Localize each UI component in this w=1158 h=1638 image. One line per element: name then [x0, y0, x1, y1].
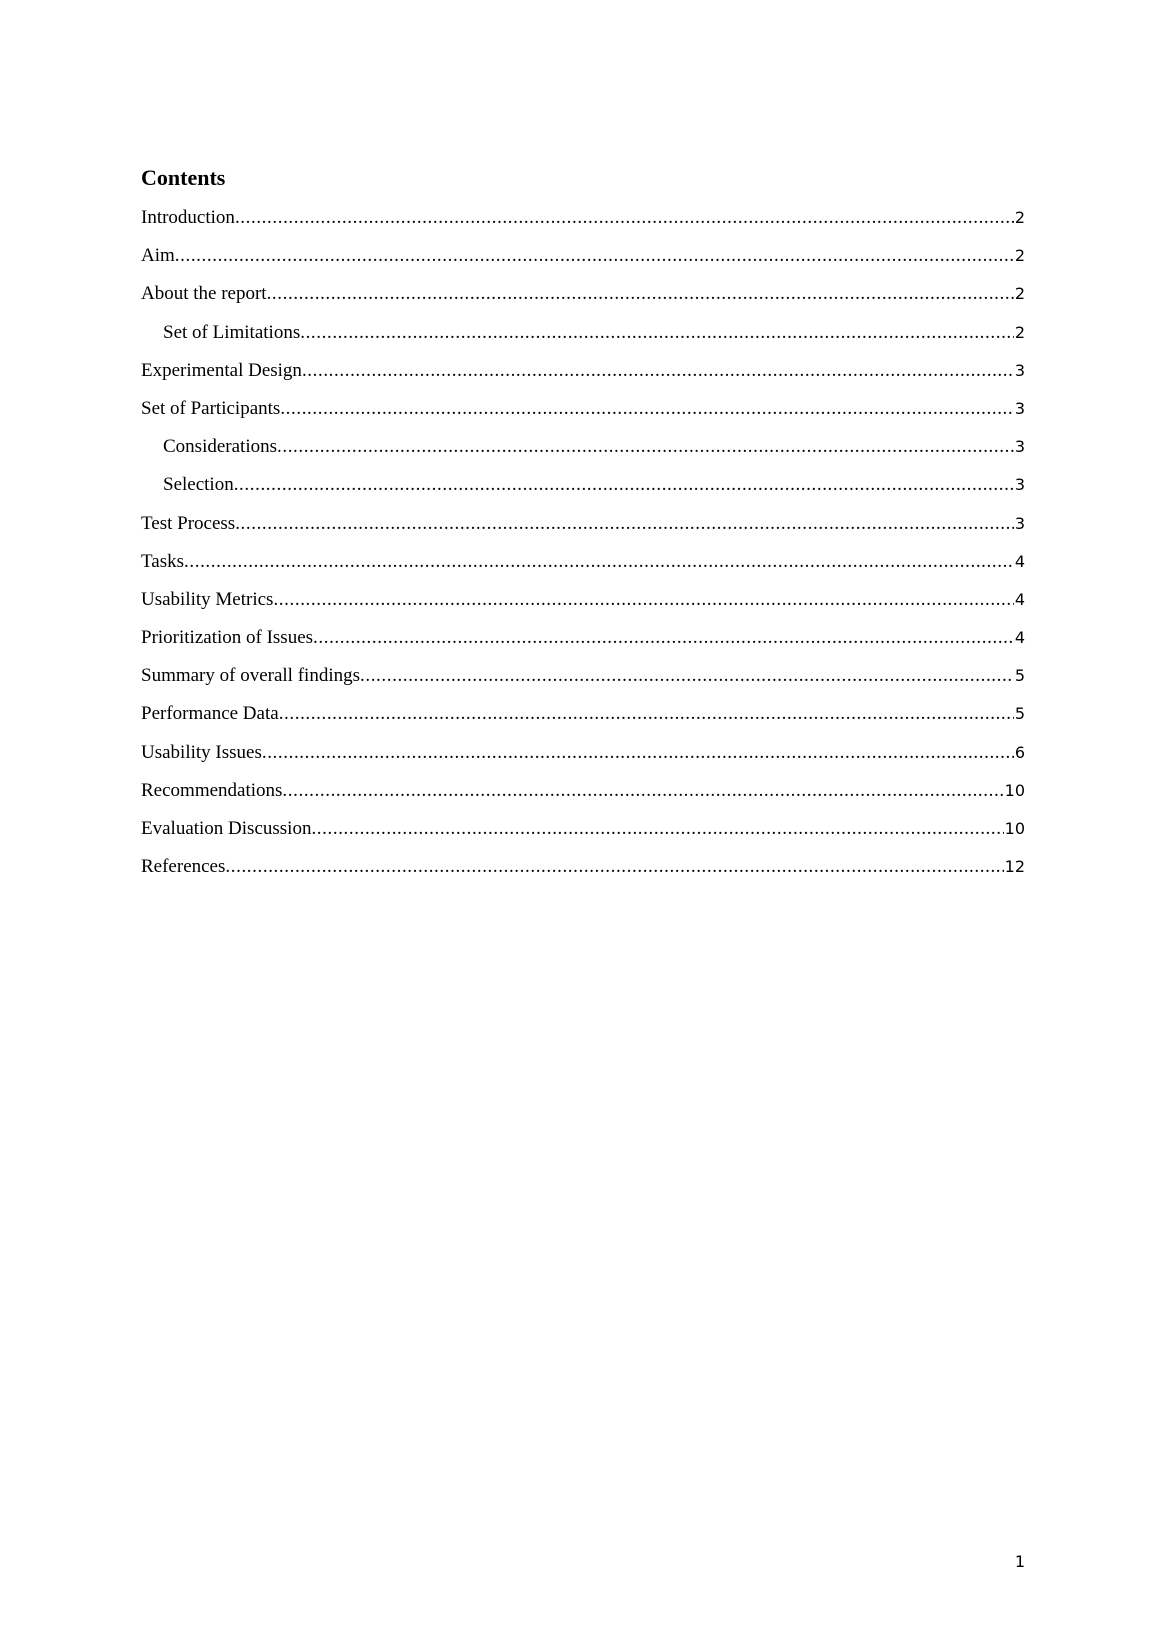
toc-dot-leader: [282, 776, 1003, 806]
toc-dot-leader: [175, 241, 1014, 271]
toc-dot-leader: [184, 547, 1014, 577]
toc-title: Contents: [141, 165, 226, 190]
toc-entry-label: Experimental Design: [141, 359, 302, 381]
toc-entry-label: Tasks: [141, 550, 185, 572]
toc-entry-label: References: [141, 856, 226, 878]
toc-dot-leader: [273, 585, 1013, 615]
toc-entry-label: Recommendations: [141, 779, 283, 801]
toc-entry-page-number: 4: [1014, 589, 1025, 609]
toc-entry-page-number: 2: [1014, 322, 1025, 342]
toc-entry-label: Selection: [163, 474, 234, 496]
toc-entry-page-number: 3: [1014, 437, 1025, 457]
toc-dot-leader: [360, 661, 1014, 691]
toc-entry-label: Evaluation Discussion: [141, 818, 312, 839]
toc-entry-label: Introduction: [141, 207, 235, 228]
toc-dot-leader: [277, 432, 1014, 462]
toc-dot-leader: [313, 623, 1014, 653]
toc-entry[interactable]: [141, 203, 1025, 241]
toc-dot-leader: [235, 203, 1014, 233]
toc-entry-label: Usability Issues: [141, 741, 262, 763]
toc-entry[interactable]: [141, 470, 1025, 508]
toc-dot-leader: [225, 852, 1003, 882]
toc-entry-label: Prioritization of Issues: [141, 627, 314, 649]
toc-entry-page-number: 3: [1014, 398, 1025, 418]
toc-dot-leader: [262, 738, 1014, 768]
toc-entry[interactable]: [141, 318, 1025, 356]
toc-entry-page-number: 4: [1014, 551, 1025, 571]
toc-entry-page-number: 3: [1014, 475, 1025, 495]
toc-entry-page-number: 2: [1014, 284, 1025, 304]
toc-entry-page-number: 2: [1014, 208, 1025, 227]
toc-entry[interactable]: [141, 776, 1025, 814]
toc-entry[interactable]: [141, 738, 1025, 776]
toc-dot-leader: [235, 509, 1014, 539]
toc-entry[interactable]: [141, 852, 1025, 890]
toc-entry-label: Performance Data: [141, 703, 279, 725]
toc-entry-page-number: 10: [1004, 780, 1025, 800]
toc-entry-page-number: 6: [1014, 742, 1025, 762]
toc-entry-page-number: 3: [1014, 360, 1025, 380]
page-number: 1: [1014, 1552, 1025, 1571]
toc-entry-label: Aim: [141, 245, 175, 267]
toc-entry-label: Set of Limitations: [163, 321, 301, 343]
toc-entry-page-number: 10: [1004, 819, 1025, 838]
toc-entry[interactable]: [141, 699, 1025, 737]
toc-entry[interactable]: [141, 356, 1025, 394]
toc-entry-label: Usability Metrics: [141, 588, 274, 610]
toc-dot-leader: [302, 356, 1014, 386]
toc-entry-label: Set of Participants: [141, 397, 281, 419]
toc-dot-leader: [300, 318, 1014, 348]
toc-entry-label: Summary of overall findings: [141, 665, 360, 687]
toc-entry-page-number: 2: [1014, 246, 1025, 266]
toc-entry-label: Test Process: [141, 512, 236, 534]
table-of-contents: [141, 203, 1025, 890]
toc-entry[interactable]: [141, 661, 1025, 699]
toc-dot-leader: [280, 394, 1014, 424]
toc-dot-leader: [311, 814, 1003, 844]
toc-entry[interactable]: [141, 279, 1025, 317]
toc-dot-leader: [279, 699, 1014, 729]
toc-entry[interactable]: [141, 241, 1025, 279]
toc-entry[interactable]: [141, 432, 1025, 470]
toc-entry-page-number: 12: [1004, 857, 1025, 877]
toc-entry-label: About the report: [141, 283, 267, 305]
toc-entry[interactable]: [141, 585, 1025, 623]
toc-entry[interactable]: [141, 509, 1025, 547]
toc-entry[interactable]: [141, 547, 1025, 585]
toc-entry-page-number: 3: [1014, 513, 1025, 533]
toc-entry[interactable]: [141, 814, 1025, 852]
toc-entry-page-number: 5: [1014, 704, 1025, 724]
toc-entry-page-number: 4: [1014, 628, 1025, 648]
toc-entry[interactable]: [141, 623, 1025, 661]
toc-entry-label: Considerations: [163, 436, 277, 458]
toc-dot-leader: [234, 470, 1014, 500]
toc-entry[interactable]: [141, 394, 1025, 432]
toc-entry-page-number: 5: [1014, 666, 1025, 686]
toc-dot-leader: [267, 279, 1014, 309]
